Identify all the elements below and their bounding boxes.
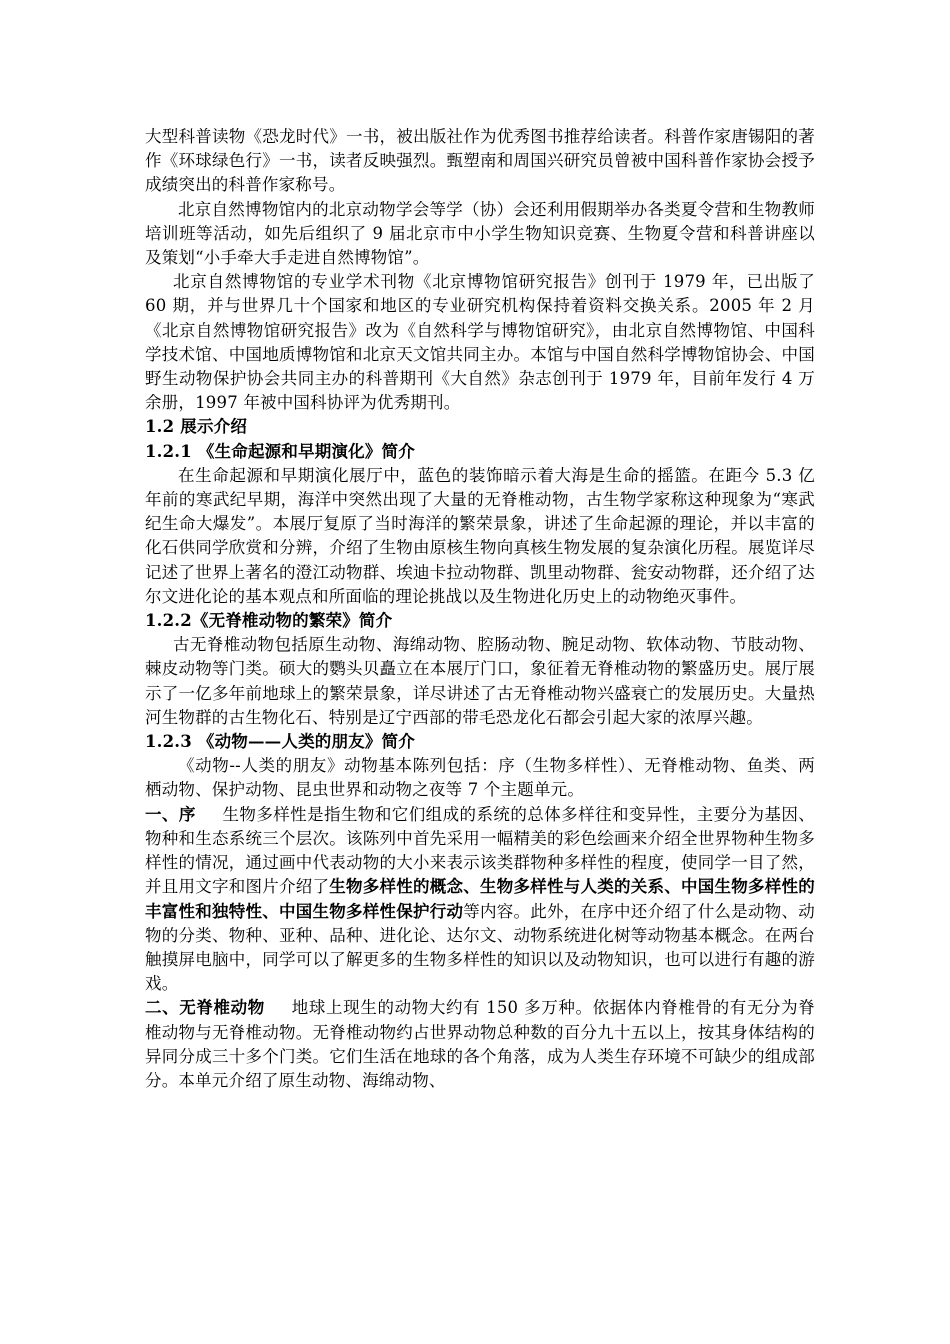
paragraph-origin-of-life: 在生命起源和早期演化展厅中，蓝色的装饰暗示着大海是生命的摇篮。在距今 5.3 亿年前的寒武纪早期，海洋中突然出现了大量的无脊椎动物，古生物学家称这种现象为“寒武纪生命大爆发”。本展厅复原了当时海洋的繁荣景象，讲述了生命起源的理论，并以丰富的化石供同学欣赏和分辨，介绍了生物由原核生物向真核生物发展的复杂演化历程。展览详尽记述了世界上著名的澄江动物群、埃迪卡拉动物群、凯里动物群、瓮安动物群，还介绍了达尔文进化论的基本观点和所面临的理论挑战以及生物进化历史上的动物绝灭事件。	[145, 465, 815, 606]
paragraph-invertebrates-prosperity: 古无脊椎动物包括原生动物、海绵动物、腔肠动物、腕足动物、软体动物、节肢动物、棘皮动物等门类。硕大的鹦头贝矗立在本展厅门口，象征着无脊椎动物的繁盛历史。展厅展示了一亿多年前地球上的繁荣景象，详尽讲述了古无脊椎动物兴盛衰亡的发展历史。大量热河生物群的古生物化石、特别是辽宁西部的带毛恐龙化石都会引起大家的浓厚兴趣。	[145, 635, 815, 727]
paragraph-journal: 北京自然博物馆的专业学术刊物《北京博物馆研究报告》创刊于 1979 年，已出版了 60 期，并与世界几十个国家和地区的专业研究机构保持着资料交换关系。2005 年 2 月《北京自然博物馆研究报告》改为《自然科学与博物馆研究》，由北京自然博物馆、中国科学技术馆、中国地质博物馆和北京天文馆共同主办。本馆与中国自然科学博物馆协会、中国野生动物保护协会共同主办的科普期刊《大自然》杂志创刊于 1979 年，目前年发行 4 万余册，1997 年被中国科协评为优秀期刊。	[145, 272, 815, 413]
paragraph-preface	[145, 803, 815, 997]
preface-text-b: 等内容。此外，在序中还介绍了什么是动物、动物的分类、物种、亚种、品种、进化论、达尔文、动物系统进化树等动物基本概念。在两台触摸屏电脑中，同学可以了解更多的生物多样性的知识以及动物知识，也可以进行有趣的游戏。	[145, 901, 815, 994]
paragraph-summer-camps: 北京自然博物馆内的北京动物学会等学（协）会还利用假期举办各类夏令营和生物教师培训班等活动，如先后组织了 9 届北京市中小学生物知识竞赛、生物夏令营和科普讲座以及策划“小手牵大手走进自然博物馆”。	[145, 199, 815, 268]
invertebrates-label: 二、无脊椎动物	[145, 998, 265, 1018]
document-page	[145, 125, 815, 1093]
preface-text-a: 生物多样性是指生物和它们组成的系统的总体多样往和变异性，主要分为基因、物种和生态系统三个层次。该陈列中首先采用一幅精美的彩色绘画来介绍全世界物种生物多样性的情况，通过画中代表动物的大小来表示该类群物种多样性的程度，使同学一目了然，并且用文字和图片介绍了	[145, 804, 815, 897]
paragraph-invertebrates-unit	[145, 996, 815, 1093]
heading-1-2: 1.2 展示介绍	[145, 417, 248, 437]
preface-text-bold: 生物多样性的概念、生物多样性与人类的关系、中国生物多样性的丰富性和独特性、中国生物多样性保护行动	[145, 877, 815, 921]
paragraph-animals-friends: 《动物--人类的朋友》动物基本陈列包括：序（生物多样性）、无脊椎动物、鱼类、两栖动物、保护动物、昆虫世界和动物之夜等 7 个主题单元。	[145, 756, 815, 800]
invertebrates-text: 地球上现生的动物大约有 150 多万种。依据体内脊椎骨的有无分为脊椎动物与无脊椎动物。无脊椎动物约占世界动物总种数的百分九十五以上，按其身体结构的异同分成三十多个门类。它们生活在地球的各个角落，成为人类生存环境不可缺少的组成部分。本单元介绍了原生动物、海绵动物、	[145, 998, 815, 1090]
heading-1-2-1: 1.2.1 《生命起源和早期演化》简介	[145, 441, 415, 461]
paragraph-popular-science-books: 大型科普读物《恐龙时代》一书，被出版社作为优秀图书推荐给读者。科普作家唐锡阳的著作《环球绿色行》一书，读者反映强烈。甄塑南和周国兴研究员曾被中国科普作家协会授予成绩突出的科普作家称号。	[145, 127, 815, 195]
heading-1-2-2: 1.2.2《无脊椎动物的繁荣》简介	[145, 611, 393, 631]
heading-1-2-3: 1.2.3 《动物——人类的朋友》简介	[145, 732, 415, 752]
preface-label: 一、序	[145, 804, 196, 824]
